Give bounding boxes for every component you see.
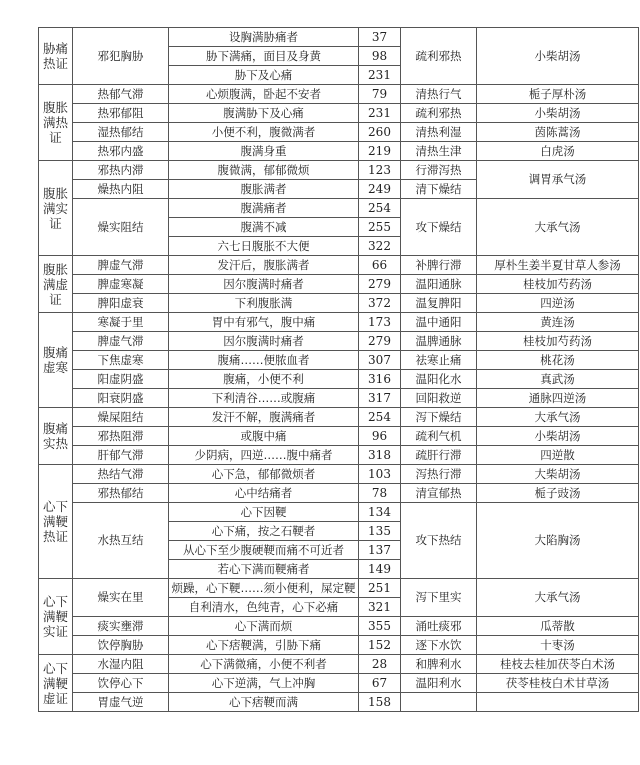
symptom-cell: 腹满身重 [169,142,359,161]
table-row [39,332,639,351]
clause-number-cell: 322 [359,237,401,256]
pathogenesis-cell: 燥实阻结 [73,199,169,256]
symptom-cell: 胁下满痛，面目及身黄 [169,47,359,66]
symptom-cell: 心下痞鞕满，引胁下痛 [169,636,359,655]
treatment-method-cell: 回阳救逆 [401,389,477,408]
treatment-method-cell [401,693,477,712]
treatment-method-cell: 温脾通脉 [401,332,477,351]
treatment-method-cell: 清热利湿 [401,123,477,142]
table-row [39,389,639,408]
symptom-cell: 腹满痛者 [169,199,359,218]
formula-cell [477,693,639,712]
table-row [39,275,639,294]
table-row [39,142,639,161]
treatment-method-cell: 清热行气 [401,85,477,104]
pathogenesis-cell: 燥屎阻结 [73,408,169,427]
watermark-cover [470,735,640,765]
table-row [39,617,639,636]
clause-number-cell: 123 [359,161,401,180]
treatment-method-cell: 温复脾阳 [401,294,477,313]
symptom-cell: 腹痛，小便不利 [169,370,359,389]
symptom-cell: 少阴病，四逆……腹中痛者 [169,446,359,465]
category-cell: 腹痛实热 [39,408,73,465]
formula-cell: 大陷胸汤 [477,503,639,579]
pathogenesis-cell: 水湿内阻 [73,655,169,674]
clause-number-cell: 149 [359,560,401,579]
treatment-method-cell: 攻下热结 [401,503,477,579]
clause-number-cell: 254 [359,408,401,427]
pathogenesis-cell: 阳虚阴盛 [73,370,169,389]
category-cell: 腹胀满实证 [39,161,73,256]
pathogenesis-cell: 燥热内阻 [73,180,169,199]
treatment-method-cell: 清热生津 [401,142,477,161]
pathogenesis-cell: 阳衰阴盛 [73,389,169,408]
table-row [39,408,639,427]
pathogenesis-cell: 水热互结 [73,503,169,579]
clause-number-cell: 103 [359,465,401,484]
clause-number-cell: 66 [359,256,401,275]
symptom-cell: 因尔腹满时痛者 [169,275,359,294]
formula-cell: 栀子豉汤 [477,484,639,503]
formula-cell: 桂枝加芍药汤 [477,332,639,351]
table-row [39,351,639,370]
clause-number-cell: 135 [359,522,401,541]
formula-cell: 四逆散 [477,446,639,465]
formula-cell: 大柴胡汤 [477,465,639,484]
clause-number-cell: 279 [359,275,401,294]
category-cell: 心下满鞕实证 [39,579,73,655]
treatment-method-cell: 和脾利水 [401,655,477,674]
pathogenesis-cell: 脾虚寒凝 [73,275,169,294]
table-row [39,446,639,465]
table-row [39,85,639,104]
clause-number-cell: 249 [359,180,401,199]
symptom-cell: 腹痛……便脓血者 [169,351,359,370]
pathogenesis-cell: 饮停心下 [73,674,169,693]
symptom-cell: 胃中有邪气，腹中痛 [169,313,359,332]
formula-cell: 桃花汤 [477,351,639,370]
symptom-formula-table [38,27,639,712]
formula-cell: 小柴胡汤 [477,104,639,123]
symptom-cell: 腹微满，郁郁微烦 [169,161,359,180]
category-cell: 腹胀满虚证 [39,256,73,313]
formula-cell: 茵陈蒿汤 [477,123,639,142]
symptom-cell: 心下逆满，气上冲胸 [169,674,359,693]
symptom-cell: 发汗后，腹胀满者 [169,256,359,275]
clause-number-cell: 260 [359,123,401,142]
treatment-method-cell: 逐下水饮 [401,636,477,655]
treatment-method-cell: 疏肝行滞 [401,446,477,465]
symptom-cell: 小便不利，腹微满者 [169,123,359,142]
clause-number-cell: 219 [359,142,401,161]
treatment-method-cell: 涌吐痰邪 [401,617,477,636]
pathogenesis-cell: 痰实壅滞 [73,617,169,636]
treatment-method-cell: 行滞泻热 [401,161,477,180]
clause-number-cell: 96 [359,427,401,446]
clause-number-cell: 318 [359,446,401,465]
pathogenesis-cell: 邪热阻滞 [73,427,169,446]
clause-number-cell: 279 [359,332,401,351]
treatment-method-cell: 温阳通脉 [401,275,477,294]
clause-number-cell: 37 [359,28,401,47]
formula-cell: 桂枝加芍药汤 [477,275,639,294]
symptom-cell: 心中结痛者 [169,484,359,503]
formula-cell: 真武汤 [477,370,639,389]
table-row [39,484,639,503]
symptom-cell: 腹满不减 [169,218,359,237]
clause-number-cell: 231 [359,66,401,85]
pathogenesis-cell: 热邪郁阻 [73,104,169,123]
formula-cell: 大承气汤 [477,579,639,617]
formula-cell: 栀子厚朴汤 [477,85,639,104]
formula-cell: 小柴胡汤 [477,28,639,85]
treatment-method-cell: 清宣郁热 [401,484,477,503]
formula-cell: 调胃承气汤 [477,161,639,199]
clause-number-cell: 317 [359,389,401,408]
symptom-cell: 腹满胁下及心痛 [169,104,359,123]
formula-cell: 大承气汤 [477,408,639,427]
category-cell: 腹痛虚寒 [39,313,73,408]
pathogenesis-cell: 热结气滞 [73,465,169,484]
clause-number-cell: 255 [359,218,401,237]
clause-number-cell: 372 [359,294,401,313]
pathogenesis-cell: 邪犯胸胁 [73,28,169,85]
symptom-cell: 发汗不解，腹满痛者 [169,408,359,427]
symptom-cell: 下利清谷……或腹痛 [169,389,359,408]
symptom-cell: 从心下至少腹硬鞕而痛不可近者 [169,541,359,560]
table-row [39,655,639,674]
formula-cell: 十枣汤 [477,636,639,655]
formula-cell: 黄连汤 [477,313,639,332]
clause-number-cell: 355 [359,617,401,636]
pathogenesis-cell: 邪热内滞 [73,161,169,180]
pathogenesis-cell: 热郁气滞 [73,85,169,104]
table-row [39,579,639,598]
clause-number-cell: 79 [359,85,401,104]
clause-number-cell: 316 [359,370,401,389]
clause-number-cell: 158 [359,693,401,712]
formula-cell: 厚朴生姜半夏甘草人参汤 [477,256,639,275]
table-row [39,123,639,142]
clause-number-cell: 98 [359,47,401,66]
clause-number-cell: 231 [359,104,401,123]
treatment-method-cell: 泻下里实 [401,579,477,617]
symptom-cell: 腹胀满者 [169,180,359,199]
table-row [39,104,639,123]
table-row [39,294,639,313]
table-row [39,256,639,275]
treatment-method-cell: 疏利邪热 [401,104,477,123]
clause-number-cell: 254 [359,199,401,218]
table-row [39,199,639,218]
symptom-cell: 下利腹胀满 [169,294,359,313]
pathogenesis-cell: 饮停胸胁 [73,636,169,655]
symptom-cell: 心下急，郁郁微烦者 [169,465,359,484]
treatment-method-cell: 泻下燥结 [401,408,477,427]
treatment-method-cell: 疏利邪热 [401,28,477,85]
treatment-method-cell: 补脾行滞 [401,256,477,275]
clause-number-cell: 152 [359,636,401,655]
symptom-cell: 自利清水，色纯青，心下必痛 [169,598,359,617]
formula-cell: 茯苓桂枝白术甘草汤 [477,674,639,693]
treatment-method-cell: 温阳利水 [401,674,477,693]
formula-cell: 桂枝去桂加茯苓白术汤 [477,655,639,674]
symptom-cell: 心下满微痛，小便不利者 [169,655,359,674]
symptom-cell: 胁下及心痛 [169,66,359,85]
symptom-cell: 心烦腹满，卧起不安者 [169,85,359,104]
treatment-method-cell: 泻热行滞 [401,465,477,484]
formula-cell: 瓜蒂散 [477,617,639,636]
pathogenesis-cell: 燥实在里 [73,579,169,617]
symptom-cell: 心下痛，按之石鞕者 [169,522,359,541]
symptom-cell: 设胸满胁痛者 [169,28,359,47]
treatment-method-cell: 疏利气机 [401,427,477,446]
symptom-cell: 烦躁，心下鞕……须小便利，屎定鞕 [169,579,359,598]
pathogenesis-cell: 胃虚气逆 [73,693,169,712]
table-row [39,465,639,484]
formula-cell: 白虎汤 [477,142,639,161]
table-row [39,636,639,655]
category-cell: 心下满鞕虚证 [39,655,73,712]
clause-number-cell: 67 [359,674,401,693]
table-row [39,693,639,712]
treatment-method-cell: 祛寒止痛 [401,351,477,370]
symptom-cell: 因尔腹满时痛者 [169,332,359,351]
table-row [39,503,639,522]
symptom-cell: 心下因鞕 [169,503,359,522]
pathogenesis-cell: 寒凝于里 [73,313,169,332]
treatment-method-cell: 清下燥结 [401,180,477,199]
table-row [39,161,639,180]
symptom-cell: 心下痞鞕而满 [169,693,359,712]
pathogenesis-cell: 下焦虚寒 [73,351,169,370]
clause-number-cell: 78 [359,484,401,503]
clause-number-cell: 321 [359,598,401,617]
symptom-cell: 心下满而烦 [169,617,359,636]
formula-cell: 通脉四逆汤 [477,389,639,408]
pathogenesis-cell: 脾虚气滞 [73,332,169,351]
symptom-cell: 若心下满而鞕痛者 [169,560,359,579]
treatment-method-cell: 攻下燥结 [401,199,477,256]
table-row [39,28,639,47]
pathogenesis-cell: 热邪内盛 [73,142,169,161]
table-row [39,370,639,389]
symptom-cell: 六七日腹胀不大便 [169,237,359,256]
pathogenesis-cell: 肝郁气滞 [73,446,169,465]
clause-number-cell: 134 [359,503,401,522]
table-row [39,427,639,446]
treatment-method-cell: 温阳化水 [401,370,477,389]
symptom-cell: 或腹中痛 [169,427,359,446]
formula-cell: 小柴胡汤 [477,427,639,446]
clause-number-cell: 251 [359,579,401,598]
category-cell: 胁痛热证 [39,28,73,85]
treatment-method-cell: 温中通阳 [401,313,477,332]
pathogenesis-cell: 湿热郁结 [73,123,169,142]
category-cell: 腹胀满热证 [39,85,73,161]
clause-number-cell: 137 [359,541,401,560]
table-row [39,674,639,693]
table-row [39,313,639,332]
pathogenesis-cell: 邪热郁结 [73,484,169,503]
clause-number-cell: 307 [359,351,401,370]
clause-number-cell: 173 [359,313,401,332]
pathogenesis-cell: 脾阳虚衰 [73,294,169,313]
category-cell: 心下满鞕热证 [39,465,73,579]
formula-cell: 大承气汤 [477,199,639,256]
formula-cell: 四逆汤 [477,294,639,313]
pathogenesis-cell: 脾虚气滞 [73,256,169,275]
clause-number-cell: 28 [359,655,401,674]
